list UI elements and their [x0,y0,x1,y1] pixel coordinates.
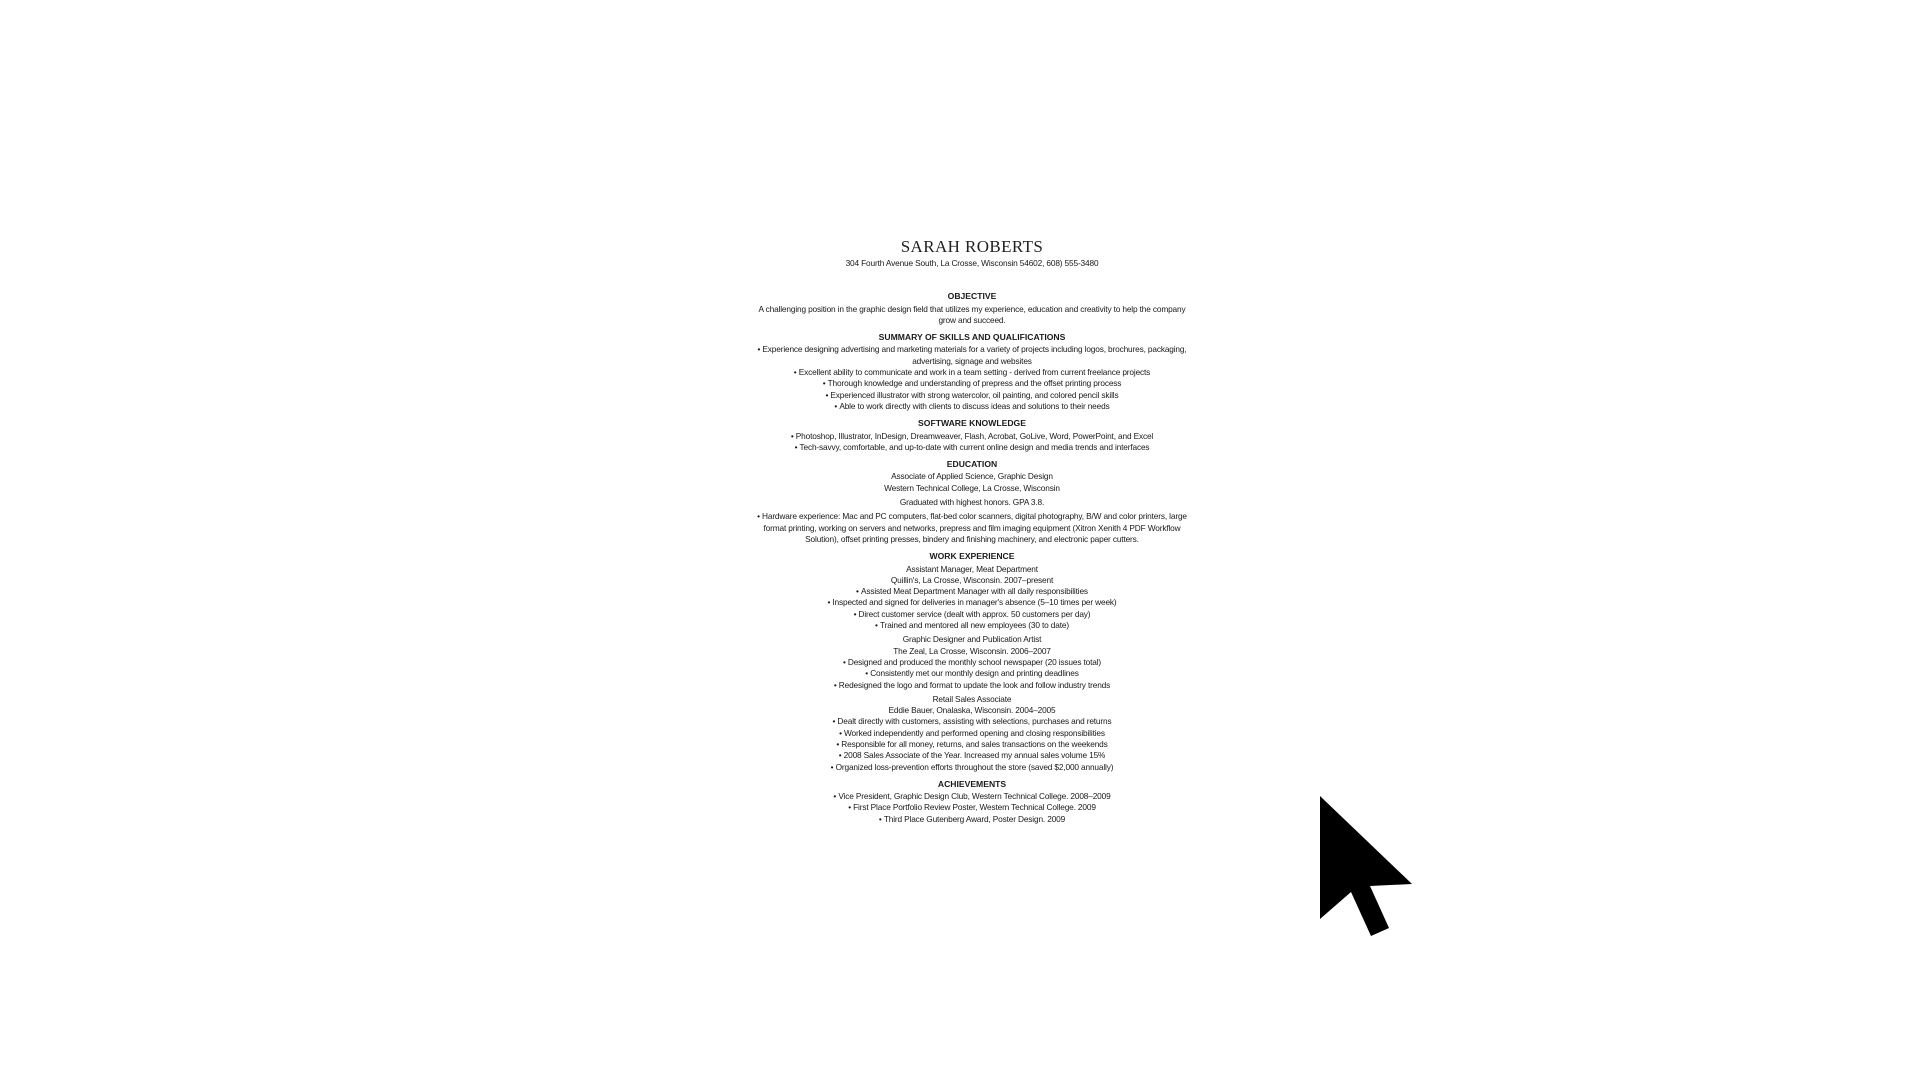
education-school: Western Technical College, La Crosse, Wisconsin [884,482,1060,493]
resume-address: 304 Fourth Avenue South, La Crosse, Wisconsin 54602, 608) 555-3480 [845,258,1099,268]
job-bullet: • Worked independently and performed opening and closing responsibilities [755,728,1189,739]
job-bullet: • Trained and mentored all new employees (30 to date) [755,620,1189,631]
software-item: • Tech-savvy, comfortable, and up-to-date with current online design and media trends and interfaces [755,442,1189,453]
summary-item: • Able to work directly with clients to discuss ideas and solutions to their needs [755,401,1189,412]
job-title: Assistant Manager, Meat Department [906,563,1038,574]
summary-item: • Thorough knowledge and understanding of prepress and the offset printing process [755,378,1189,389]
job-bullet: • Dealt directly with customers, assisting with selections, purchases and returns [755,716,1189,727]
job-title: Retail Sales Associate [932,693,1012,704]
achievements-heading: ACHIEVEMENTS [937,778,1007,789]
objective-text: A challenging position in the graphic design field that utilizes my experience, education and creativity to help the company grow and succeed. [758,303,1186,325]
job-bullet: • Assisted Meat Department Manager with all daily responsibilities [755,586,1189,597]
objective-heading: OBJECTIVE [947,291,997,302]
job-bullet: • Responsible for all money, returns, and sales transactions on the weekends [755,739,1189,750]
job-place: The Zeal, La Crosse, Wisconsin. 2006–2007 [893,645,1051,656]
job-place: Quillin's, La Crosse, Wisconsin. 2007–present [890,574,1054,585]
education-degree: Associate of Applied Science, Graphic Design [891,471,1053,482]
job-bullet: • Designed and produced the monthly school newspaper (20 issues total) [755,657,1189,668]
job-bullet: • Inspected and signed for deliveries in manager's absence (5–10 times per week) [755,597,1189,608]
job-bullet: • Redesigned the logo and format to update the look and follow industry trends [755,680,1189,691]
software-item: • Photoshop, Illustrator, InDesign, Dreamweaver, Flash, Acrobat, GoLive, Word, PowerPoint, and Excel [755,431,1189,442]
summary-item: • Experience designing advertising and marketing materials for a variety of projects including logos, brochures, packaging, advertising, signage and websites [755,344,1189,367]
job-entry [755,694,1189,773]
job-entry [755,564,1189,632]
job-bullet: • Direct customer service (dealt with approx. 50 customers per day) [755,609,1189,620]
software-heading: SOFTWARE KNOWLEDGE [918,418,1026,429]
arrow-cursor-icon [1318,794,1414,936]
job-place: Eddie Bauer, Onalaska, Wisconsin. 2004–2005 [888,705,1056,716]
summary-item: • Excellent ability to communicate and work in a team setting - derived from current freelance projects [755,367,1189,378]
job-bullet: • Organized loss-prevention efforts throughout the store (saved $2,000 annually) [755,762,1189,773]
job-bullet: • Consistently met our monthly design and printing deadlines [755,668,1189,679]
education-honors: Graduated with highest honors. GPA 3.8. [899,497,1045,508]
achievement-item: • Third Place Gutenberg Award, Poster Design. 2009 [755,814,1189,825]
resume-document [755,236,1189,825]
resume-name: SARAH ROBERTS [900,237,1044,256]
job-title: Graphic Designer and Publication Artist [902,634,1042,645]
education-heading: EDUCATION [946,459,998,470]
achievement-item: • Vice President, Graphic Design Club, Western Technical College. 2008–2009 [755,791,1189,802]
summary-heading: SUMMARY OF SKILLS AND QUALIFICATIONS [878,332,1066,343]
cursor-shape [1320,796,1412,936]
job-entry [755,634,1189,690]
achievement-item: • First Place Portfolio Review Poster, Western Technical College. 2009 [755,802,1189,813]
job-bullet: • 2008 Sales Associate of the Year. Increased my annual sales volume 15% [755,750,1189,761]
education-hardware: • Hardware experience: Mac and PC computers, flat-bed color scanners, digital photography, B/W and color printers, large format printing, working on servers and networks, prepress and film imaging equipment (Xitron Xenith 4 PDF Workflow Solution), offset printing presses, bindery and finishing machinery, and electronic paper cutters. [755,511,1189,545]
work-heading: WORK EXPERIENCE [929,551,1015,562]
summary-item: • Experienced illustrator with strong watercolor, oil painting, and colored pencil skills [755,390,1189,401]
